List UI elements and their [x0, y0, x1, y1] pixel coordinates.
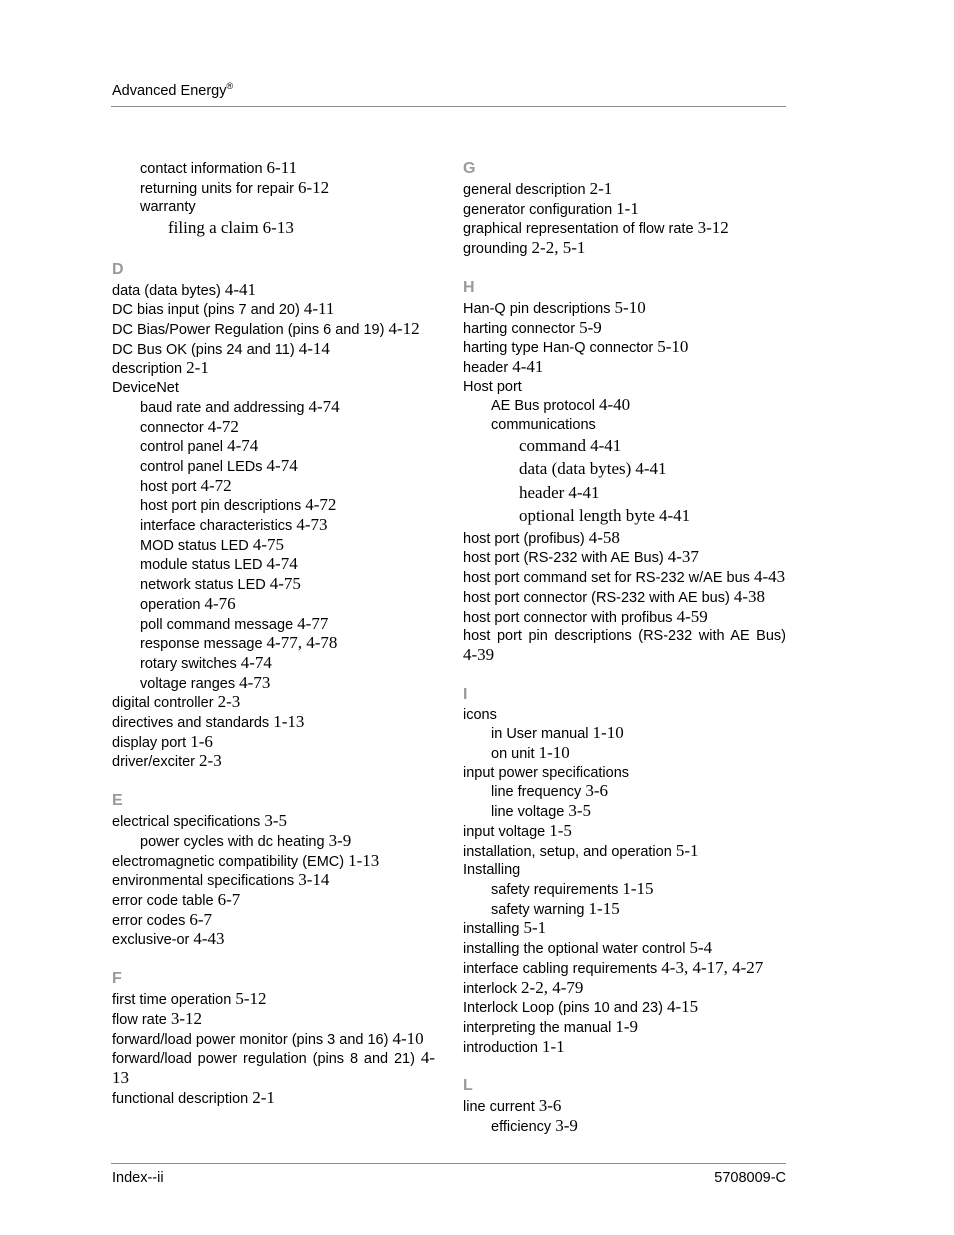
footer-rule [111, 1163, 786, 1164]
index-entry-term: safety warning [491, 901, 585, 918]
index-entry [112, 634, 435, 654]
index-entry [112, 812, 435, 832]
index-entry [112, 615, 435, 635]
index-section-letter: F [112, 970, 122, 988]
index-entry-term: safety requirements [491, 881, 619, 898]
index-entry [112, 300, 435, 320]
index-entry-term: driver/exciter [112, 754, 195, 771]
index-entry [463, 548, 786, 568]
index-entry [463, 588, 786, 608]
index-entry-term: header [463, 359, 509, 376]
index-entry-pages: 4-41 [568, 482, 600, 502]
index-entry [463, 1038, 786, 1058]
index-entry-pages: 4-41 [590, 435, 622, 455]
index-entry-term: description [112, 361, 183, 378]
index-entry [112, 752, 435, 772]
index-entry [463, 416, 786, 435]
index-entry [112, 198, 435, 217]
index-entry-term: host port [140, 478, 197, 495]
index-entry-pages: 1-13 [273, 712, 305, 732]
index-column-right [463, 159, 786, 1137]
index-entry-term: line frequency [491, 784, 582, 801]
index-entry [112, 340, 435, 360]
index-entry-pages: 4-72 [200, 475, 232, 495]
index-entry [463, 299, 786, 319]
index-section-letter: E [112, 792, 123, 810]
index-entry [463, 378, 786, 397]
index-entry-pages: 5-1 [523, 918, 547, 938]
running-header [112, 81, 233, 101]
index-entry-term: command [519, 435, 587, 455]
index-entry-pages: 4-59 [676, 606, 708, 626]
index-entry [112, 496, 435, 516]
index-entry [463, 319, 786, 339]
index-entry-term: interface cabling requirements [463, 960, 658, 977]
index-entry-term: icons [463, 706, 497, 723]
index-entry-term: line current [463, 1099, 535, 1116]
index-entry-pages: 3-9 [328, 830, 352, 850]
index-entry-term: electromagnetic compatibility (EMC) [112, 853, 345, 870]
index-entry-term: DC Bus OK (pins 24 and 11) [112, 341, 295, 358]
index-entry-term: exclusive-or [112, 932, 190, 949]
header-rule [111, 106, 786, 107]
index-entry-term: optional length byte [519, 506, 655, 526]
index-entry-pages: 3-14 [298, 870, 330, 890]
index-entry-pages: 3-5 [568, 801, 592, 821]
index-entry-term: host port (profibus) [463, 530, 585, 547]
index-entry-term: graphical representation of flow rate [463, 221, 694, 238]
index-section-letter: G [463, 160, 476, 177]
index-entry-term: poll command message [140, 616, 294, 633]
index-entry [463, 529, 786, 549]
index-entry [463, 338, 786, 358]
index-entry-pages: 6-13 [262, 218, 294, 238]
index-entry [112, 457, 435, 477]
index-entry [112, 733, 435, 753]
index-entry-pages: 4-38 [733, 586, 765, 606]
index-entry-pages: 4-77, 4-78 [266, 633, 338, 653]
index-entry-pages: 5-10 [614, 297, 646, 317]
index-entry [112, 832, 435, 852]
index-entry-pages: 4-39 [463, 644, 495, 664]
index-entry-pages: 4-75 [269, 574, 301, 594]
index-entry [112, 1030, 435, 1050]
index-entry-term: operation [140, 596, 201, 613]
index-entry [112, 930, 435, 950]
index-entry [463, 458, 786, 482]
index-entry-pages: 4-74 [240, 652, 272, 672]
index-entry-pages: 4-74 [227, 436, 259, 456]
index-entry-pages: 4-41 [224, 279, 257, 299]
index-entry-term: module status LED [140, 557, 263, 574]
index-entry-pages: 5-4 [689, 938, 713, 958]
index-entry-term: AE Bus protocol [491, 398, 595, 415]
index-entry [463, 724, 786, 744]
index-entry-term: Han-Q pin descriptions [463, 300, 611, 317]
index-entry-pages: 5-12 [235, 989, 267, 1009]
index-entry-pages: 2-3 [199, 751, 222, 771]
index-entry-pages: 3-12 [697, 218, 729, 238]
index-entry-term: efficiency [491, 1119, 552, 1136]
index-entry [112, 654, 435, 674]
index-entry [463, 608, 786, 628]
index-entry-pages: 4-74 [266, 554, 298, 574]
index-entry-pages: 6-7 [189, 909, 213, 929]
index-entry-pages: 1-10 [592, 723, 624, 743]
index-entry-term: display port [112, 734, 187, 751]
index-entry [112, 217, 435, 241]
index-entry [112, 891, 435, 911]
index-entry-pages: 6-11 [266, 158, 298, 177]
index-entry-term: environmental specifications [112, 873, 295, 890]
index-entry [463, 782, 786, 802]
footer-doc-number: 5708009-C [714, 1170, 786, 1186]
index-entry [112, 852, 435, 872]
index-entry-term: warranty [140, 199, 196, 216]
index-entry [463, 802, 786, 822]
index-entry-term: electrical specifications [112, 814, 261, 831]
index-entry-term: contact information [140, 161, 263, 177]
index-entry-pages: 1-6 [190, 731, 213, 751]
index-entry-term: DC Bias/Power Regulation (pins 6 and 19) [112, 322, 385, 339]
index-entry-pages: 3-9 [555, 1116, 578, 1136]
index-entry-pages: 4-12 [388, 319, 420, 339]
index-entry [463, 861, 786, 880]
index-entry-term: data (data bytes) [112, 282, 221, 299]
index-entry-term: MOD status LED [140, 537, 249, 554]
index-entry-pages: 4-76 [204, 593, 236, 613]
index-entry-pages: 6-12 [297, 177, 330, 197]
index-entry [463, 900, 786, 920]
index-entry-term: control panel [140, 439, 224, 456]
index-entry-pages: 4-41 [635, 459, 667, 479]
index-entry-term: host port connector (RS-232 with AE bus) [463, 589, 730, 606]
index-entry-pages: 3-5 [264, 811, 287, 831]
index-entry [112, 159, 435, 179]
index-entry-term: host port pin descriptions [140, 498, 302, 515]
index-entry-pages: 4-75 [252, 534, 284, 554]
index-entry-pages: 4-74 [308, 396, 340, 416]
index-entry [463, 627, 786, 665]
index-entry-term: on unit [491, 746, 535, 763]
index-entry-term: error codes [112, 912, 186, 929]
index-entry [112, 359, 435, 379]
index-entry [112, 437, 435, 457]
index-entry-term: host port connector with profibus [463, 609, 673, 626]
index-entry-pages: 6-7 [217, 890, 241, 909]
index-entry [463, 706, 786, 725]
index-entry-term: Installing [463, 862, 521, 879]
index-entry [463, 979, 786, 999]
index-entry [463, 919, 786, 939]
index-entry-term: returning units for repair [140, 180, 294, 197]
index-entry [463, 396, 786, 416]
index-entry-term: Host port [463, 378, 522, 395]
index-entry-term: harting type Han-Q connector [463, 340, 654, 357]
index-entry [463, 435, 786, 459]
index-entry-term: host port (RS-232 with AE Bus) [463, 550, 664, 567]
index-entry-term: network status LED [140, 577, 266, 594]
index-entry-term: Interlock Loop (pins 10 and 23) [463, 1000, 663, 1017]
index-entry-pages: 3-12 [170, 1008, 203, 1028]
index-entry [463, 1117, 786, 1137]
header-brand: Advanced Energy [112, 83, 227, 99]
index-entry-pages: 2-2, 5-1 [531, 238, 586, 258]
index-entry-pages: 4-73 [296, 515, 328, 535]
index-entry-term: generator configuration [463, 201, 613, 218]
index-entry-term: forward/load power regulation (pins 8 and 21) [112, 1051, 415, 1068]
index-entry [112, 516, 435, 536]
index-entry [463, 822, 786, 842]
index-entry [463, 842, 786, 862]
index-entry-term: data (data bytes) [519, 459, 632, 479]
index-entry [112, 990, 435, 1010]
index-entry-term: first time operation [112, 992, 232, 1009]
index-entry-pages: 1-15 [622, 878, 654, 898]
index-entry-pages: 4-3, 4-17, 4-27 [661, 957, 764, 977]
registered-mark: ® [226, 81, 234, 92]
index-entry-term: host port command set for RS-232 w/AE bus [463, 570, 750, 587]
index-entry-pages: 4-43 [193, 929, 225, 949]
index-entry [112, 320, 435, 340]
index-entry-pages: 3-6 [585, 781, 608, 801]
index-entry-pages: 4-73 [239, 672, 271, 692]
index-entry [112, 536, 435, 556]
index-section-letter: D [112, 260, 124, 278]
index-entry-term: directives and standards [112, 715, 270, 732]
index-entry-pages: 2-1 [186, 358, 209, 378]
index-entry [463, 482, 786, 506]
index-entry [463, 358, 786, 378]
index-entry-pages: 4-41 [512, 356, 544, 376]
index-entry [463, 744, 786, 764]
index-entry-term: baud rate and addressing [140, 399, 305, 416]
index-entry [112, 595, 435, 615]
index-entry-pages: 1-1 [616, 198, 639, 218]
index-entry [463, 998, 786, 1018]
index-entry-term: input voltage [463, 823, 546, 840]
index-entry-pages: 4-13 [112, 1048, 435, 1087]
index-entry-term: interlock [463, 980, 517, 997]
index-entry-pages: 1-1 [542, 1036, 565, 1056]
index-entry [463, 239, 786, 259]
index-entry-term: line voltage [491, 804, 565, 821]
index-entry-term: response message [140, 636, 263, 653]
index-entry-term: DC bias input (pins 7 and 20) [112, 302, 300, 319]
index-entry-pages: 1-15 [588, 898, 620, 918]
index-entry [463, 568, 786, 588]
index-entry-pages: 5-1 [675, 840, 699, 860]
index-entry-pages: 4-37 [667, 547, 699, 567]
index-entry-pages: 4-14 [298, 338, 330, 358]
index-entry-pages: 4-40 [599, 395, 631, 415]
index-entry-pages: 4-10 [392, 1028, 424, 1048]
index-entry-term: voltage ranges [140, 675, 236, 692]
index-entry-pages: 2-1 [252, 1087, 275, 1107]
index-section-letter: L [463, 1077, 473, 1095]
index-entry [112, 871, 435, 891]
index-entry [112, 398, 435, 418]
index-entry-term: forward/load power monitor (pins 3 and 16) [112, 1031, 389, 1048]
index-entry [112, 179, 435, 199]
index-entry-term: digital controller [112, 695, 214, 712]
index-entry [112, 281, 435, 301]
index-entry-pages: 2-2, 4-79 [521, 977, 584, 997]
index-entry-term: input power specifications [463, 764, 630, 781]
index-entry-pages: 1-13 [348, 850, 380, 870]
index-entry-term: communications [491, 417, 596, 434]
index-entry-term: introduction [463, 1039, 538, 1056]
index-entry-term: connector [140, 419, 204, 436]
index-entry-term: installing [463, 921, 520, 938]
index-entry-pages: 4-72 [207, 416, 239, 436]
index-entry-pages: 1-9 [615, 1016, 639, 1036]
index-entry-pages: 2-3 [217, 692, 241, 712]
index-entry-pages: 1-10 [538, 743, 570, 763]
index-entry-term: in User manual [491, 726, 589, 743]
index-entry [463, 505, 786, 529]
index-entry-pages: 4-58 [588, 527, 620, 547]
index-entry-pages: 4-15 [666, 997, 699, 1017]
index-entry-pages: 4-77 [297, 613, 329, 633]
index-entry [112, 911, 435, 931]
index-entry [463, 1097, 786, 1117]
index-entry-term: installation, setup, and operation [463, 843, 672, 860]
index-entry [112, 575, 435, 595]
index-entry-pages: 4-72 [305, 495, 337, 515]
index-entry-pages: 4-43 [753, 567, 786, 587]
index-entry-term: control panel LEDs [140, 458, 263, 475]
index-entry [463, 880, 786, 900]
index-section-letter: H [463, 278, 475, 296]
index-entry-pages: 5-9 [579, 317, 602, 337]
index-entry-term: filing a claim [168, 218, 259, 238]
index-entry-term: power cycles with dc heating [140, 833, 325, 850]
index-entry-term: header [519, 482, 565, 502]
index-entry [112, 1049, 435, 1088]
index-entry-pages: 2-1 [589, 179, 613, 198]
index-entry-term: harting connector [463, 320, 576, 337]
index-entry-term: rotary switches [140, 655, 237, 672]
index-entry-term: interpreting the manual [463, 1019, 612, 1036]
index-entry [463, 764, 786, 783]
index-entry [463, 1018, 786, 1038]
index-entry-pages: 4-41 [659, 506, 691, 526]
index-entry-term: interface characteristics [140, 518, 293, 535]
index-entry [112, 555, 435, 575]
index-entry [112, 379, 435, 398]
index-entry [463, 200, 786, 220]
index-entry-term: flow rate [112, 1011, 167, 1028]
index-entry [112, 418, 435, 438]
index-entry-pages: 4-74 [266, 455, 298, 475]
index-entry [463, 219, 786, 239]
index-section-letter: I [463, 685, 468, 703]
index-entry-term: installing the optional water control [463, 941, 686, 958]
index-entry-pages: 3-6 [538, 1096, 562, 1116]
index-entry [463, 180, 786, 200]
index-entry-pages: 5-10 [657, 337, 689, 357]
index-entry-pages: 1-5 [549, 820, 572, 840]
index-entry-term: DeviceNet [112, 380, 179, 397]
index-entry-pages: 4-11 [303, 299, 335, 319]
index-entry [112, 1010, 435, 1030]
index-entry [112, 693, 435, 713]
index-entry [112, 1089, 435, 1109]
index-column-left [112, 159, 435, 1108]
index-entry-term: grounding [463, 241, 528, 258]
index-entry [112, 674, 435, 694]
index-entry [463, 959, 786, 979]
index-entry-term: functional description [112, 1090, 249, 1107]
index-entry-term: general description [463, 182, 586, 198]
index-entry [112, 713, 435, 733]
index-entry [112, 477, 435, 497]
footer-page-label: Index--ii [112, 1170, 164, 1186]
index-entry-term: host port pin descriptions (RS-232 with AE Bus) [463, 628, 786, 645]
index-entry [463, 939, 786, 959]
index-entry-term: error code table [112, 893, 214, 909]
